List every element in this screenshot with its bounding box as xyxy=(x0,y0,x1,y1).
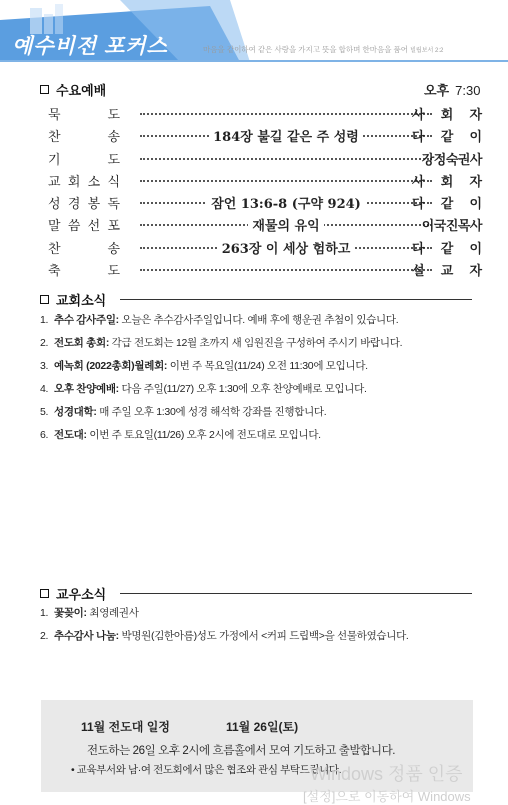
order-content: 재물의 유익 xyxy=(140,215,432,234)
leader-dots xyxy=(140,158,432,160)
header-motto: 마음을 같이하여 같은 사랑을 가지고 뜻을 합하며 한마음을 품어 빌립보서 2:2 xyxy=(203,45,444,54)
list-item: 4. 오후 찬양예배: 다음 주일(11/27) 오후 1:30에 오후 찬양예배로 모입니다. xyxy=(40,383,367,395)
member-news-title: 교우소식 xyxy=(40,584,106,603)
worship-order-row xyxy=(40,149,482,171)
page-title: 예수비전 포커스 xyxy=(12,35,168,58)
order-label: 묵 도 xyxy=(48,108,120,123)
worship-order-row xyxy=(40,171,482,193)
os-activation-watermark: Windows 정품 인증 xyxy=(310,764,463,784)
worship-order-row xyxy=(40,126,482,148)
checkbox-square-icon xyxy=(40,85,49,94)
worship-order-row xyxy=(40,260,482,282)
order-label: 찬 송 xyxy=(48,241,120,257)
order-leader: 다 같 이 xyxy=(412,130,482,146)
checkbox-square-icon xyxy=(40,589,49,598)
order-label: 축 도 xyxy=(48,264,120,280)
member-news-list xyxy=(40,605,409,651)
order-content: 잠언 13:6-8 (구약 924) xyxy=(140,193,432,212)
order-content: 263장 이 세상 험하고 xyxy=(140,238,432,257)
notice-line-2: • 교육부서와 남·여 전도회에서 많은 협조와 관심 부탁드립니다. xyxy=(71,764,342,776)
order-content: 184장 불길 같은 주 성령 xyxy=(140,126,432,145)
notice-title: 11월 전도대 일정 xyxy=(81,720,170,734)
worship-section-title: 수요예배 xyxy=(40,80,106,99)
notice-line-1: 전도하는 26일 오후 2시에 흐름홀에서 모여 기도하고 출발합니다. xyxy=(87,745,396,757)
header-banner xyxy=(0,0,508,62)
list-item: 2. 추수감사 나눔: 박명원(김한아름)성도 가정에서 <커피 드립백>을 선물하였습니다. xyxy=(40,630,409,642)
order-leader: 사 회 자 xyxy=(412,174,482,190)
list-item: 2. 전도회 총회: 각급 전도회는 12월 초까지 새 임원진을 구성하여 주시기 바랍니다. xyxy=(40,337,403,349)
order-leader: 설 교 자 xyxy=(412,264,482,280)
order-leader: 사 회 자 xyxy=(412,108,482,123)
worship-order-row xyxy=(40,104,482,126)
os-activation-watermark-sub: [설정]으로 이동하여 Windows xyxy=(303,789,471,804)
worship-order-row xyxy=(40,215,482,237)
list-item: 1. 추수 감사주일: 오늘은 추수감사주일입니다. 예배 후에 행운권 추첨이 있습니다. xyxy=(40,314,399,326)
worship-time: 오후 7:30 xyxy=(424,83,481,98)
divider xyxy=(120,593,472,594)
list-item: 3. 예녹회 (2022총회)월례회: 이번 주 목요일(11/24) 오전 11:30에 모입니다. xyxy=(40,360,368,372)
order-label: 기 도 xyxy=(48,152,120,168)
leader-dots xyxy=(140,180,432,182)
notice-date: 11월 26일(토) xyxy=(226,720,299,734)
order-label: 성 경 봉 독 xyxy=(48,197,120,213)
order-leader: 다 같 이 xyxy=(412,197,482,213)
list-item: 1. 꽃꽂이: 최영례권사 xyxy=(40,607,139,619)
order-leader: 다 같 이 xyxy=(412,241,482,257)
order-label: 교 회 소 식 xyxy=(48,174,120,190)
church-news-list xyxy=(40,312,402,450)
worship-order-row xyxy=(40,238,482,260)
checkbox-square-icon xyxy=(40,295,49,304)
order-leader: 강정숙권사 xyxy=(421,152,482,168)
worship-order-row xyxy=(40,193,482,215)
order-leader: 이국진목사 xyxy=(421,219,482,235)
list-item: 6. 전도대: 이번 주 토요일(11/26) 오후 2시에 전도대로 모입니다. xyxy=(40,429,321,441)
leader-dots xyxy=(140,113,432,115)
church-news-title: 교회소식 xyxy=(40,290,106,309)
worship-order xyxy=(40,104,482,282)
header-verse: 빌립보서 2:2 xyxy=(410,48,444,54)
leader-dots xyxy=(140,269,432,271)
order-label: 말 씀 선 포 xyxy=(48,219,120,235)
list-item: 5. 성경대학: 매 주일 오후 1:30에 성경 해석학 강좌를 진행합니다. xyxy=(40,406,327,418)
divider xyxy=(120,299,472,300)
order-label: 찬 송 xyxy=(48,130,120,146)
